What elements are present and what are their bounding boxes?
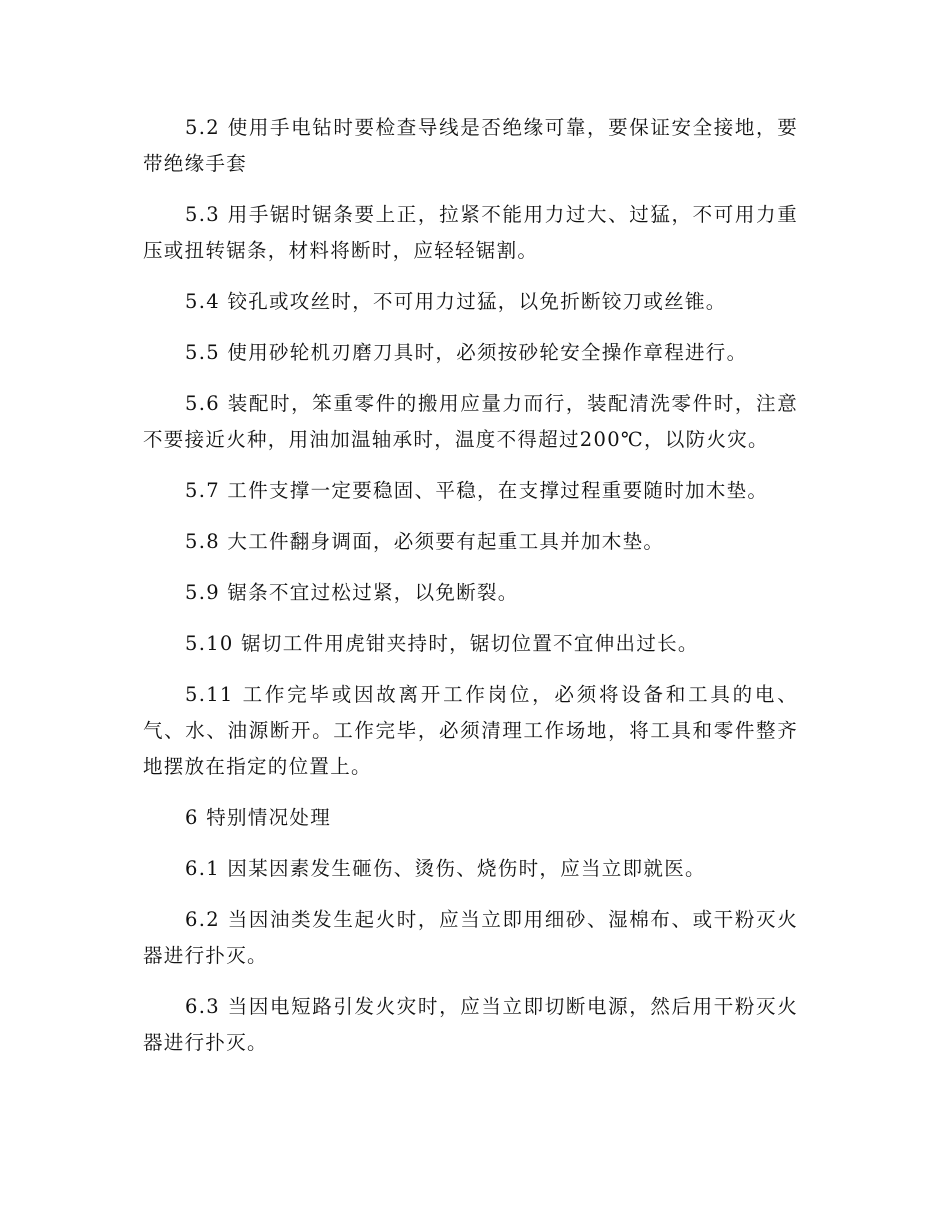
paragraph-5-5: 5.5 使用砂轮机刃磨刀具时，必须按砂轮安全操作章程进行。 bbox=[185, 341, 748, 364]
paragraph-5-7: 5.7 工件支撑一定要稳固、平稳，在支撑过程重要随时加木垫。 bbox=[185, 479, 769, 502]
paragraph-5-11: 5.11 工作完毕或因故离开工作岗位，必须将设备和工具的电、气、水、油源断开。工作完毕，必须清理工作场地，将工具和零件整齐地摆放在指定的位置上。 bbox=[143, 683, 798, 778]
paragraph-6-3: 6.3 当因电短路引发火灾时，应当立即切断电源，然后用干粉灭火器进行扑灭。 bbox=[143, 995, 798, 1054]
paragraph-5-8: 5.8 大工件翻身调面，必须要有起重工具并加木垫。 bbox=[185, 530, 665, 553]
paragraph-5-10: 5.10 锯切工件用虎钳夹持时，锯切位置不宜伸出过长。 bbox=[185, 632, 699, 655]
paragraph-5-9: 5.9 锯条不宜过松过紧，以免断裂。 bbox=[185, 581, 519, 604]
paragraph-5-3: 5.3 用手锯时锯条要上正，拉紧不能用力过大、过猛，不可用力重压或扭转锯条，材料将断时，应轻轻锯割。 bbox=[143, 203, 798, 262]
section-heading-6: 6 特别情况处理 bbox=[185, 806, 332, 829]
paragraph-5-4: 5.4 铰孔或攻丝时，不可用力过猛，以免折断铰刀或丝锥。 bbox=[185, 290, 727, 313]
paragraph-5-6: 5.6 装配时，笨重零件的搬用应量力而行，装配清洗零件时，注意不要接近火种，用油加温轴承时，温度不得超过200℃，以防火灾。 bbox=[143, 392, 798, 451]
paragraph-6-2: 6.2 当因油类发生起火时，应当立即用细砂、湿棉布、或干粉灭火器进行扑灭。 bbox=[143, 908, 798, 967]
paragraph-6-1: 6.1 因某因素发生砸伤、烫伤、烧伤时，应当立即就医。 bbox=[185, 857, 706, 880]
paragraph-5-2: 5.2 使用手电钻时要检查导线是否绝缘可靠，要保证安全接地，要带绝缘手套 bbox=[143, 116, 798, 175]
document-body bbox=[143, 110, 798, 1076]
